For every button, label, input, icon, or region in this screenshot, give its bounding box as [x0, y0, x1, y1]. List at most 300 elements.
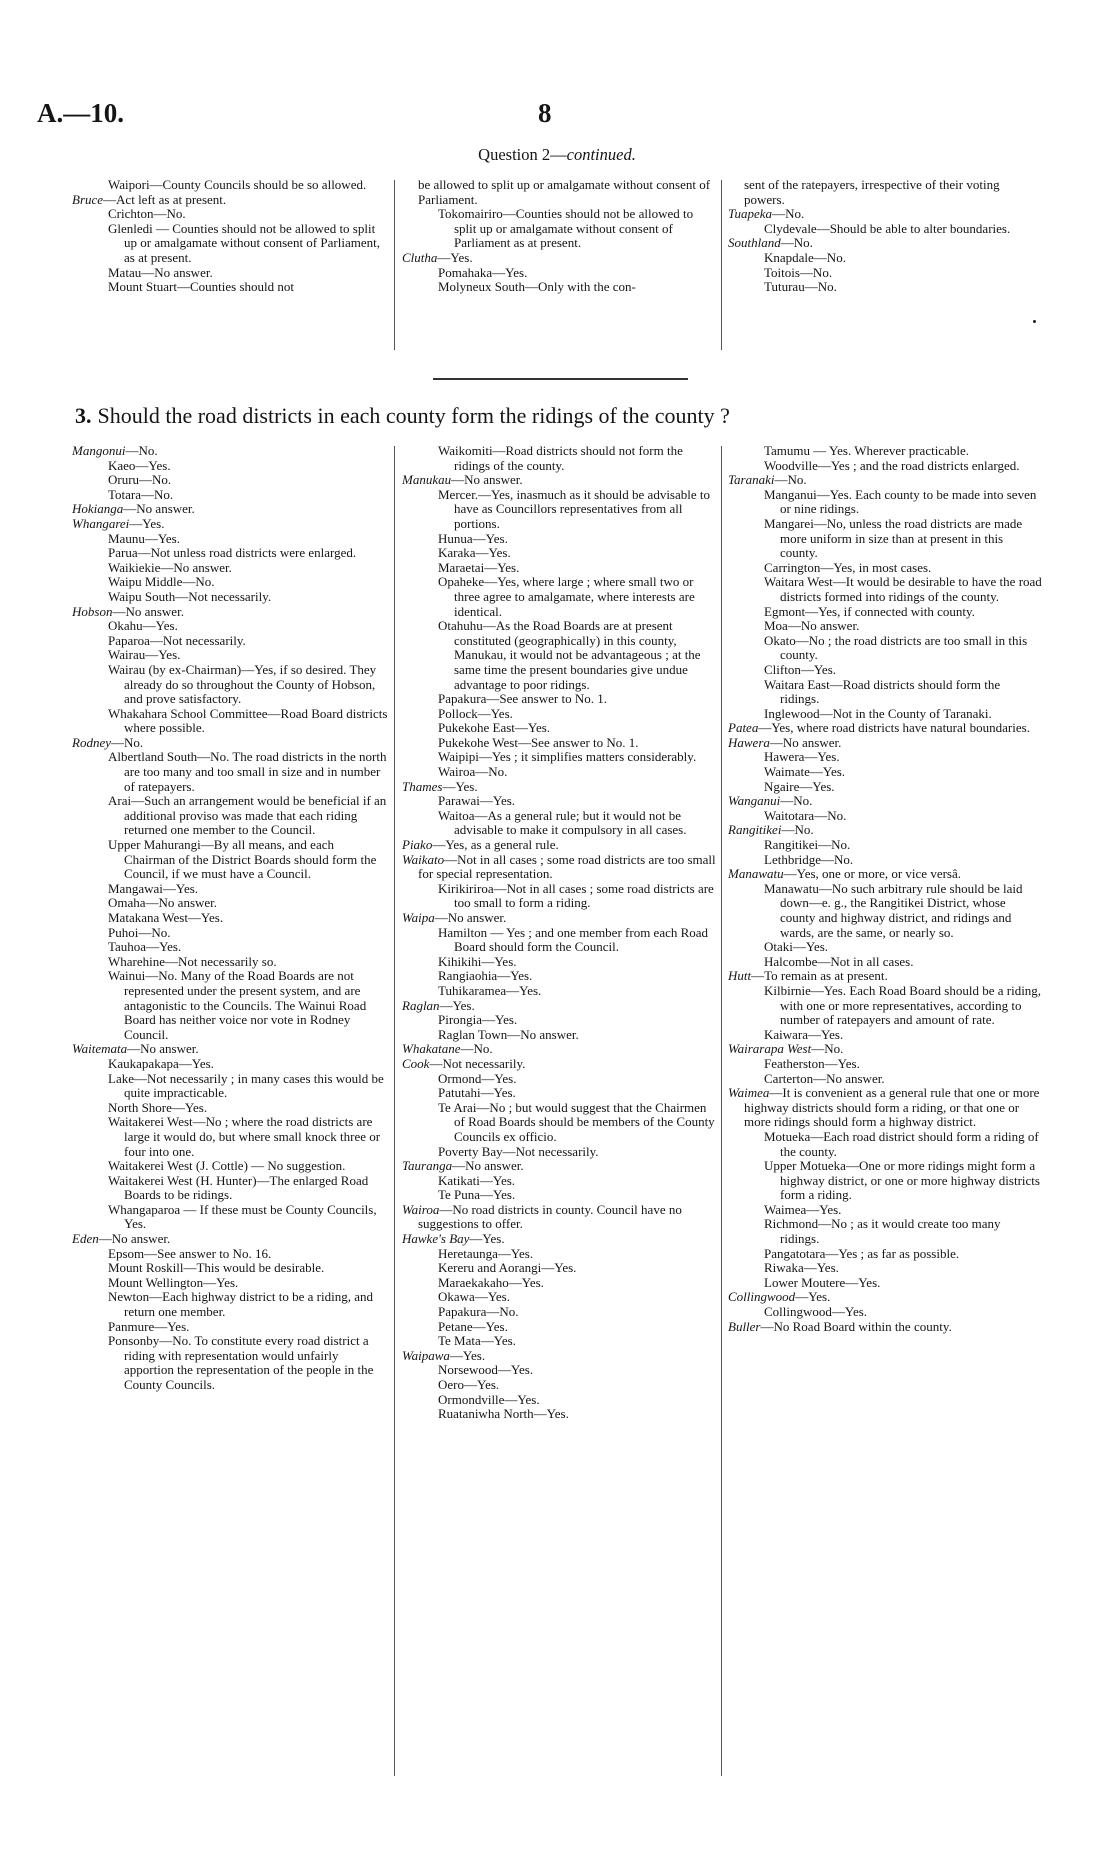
entry-text: Opaheke—Yes, where large ; where small two or three agree to amalgamate, where interests are identical.	[438, 574, 695, 619]
entry-text: Wairoa—No.	[438, 764, 508, 780]
county-entry	[402, 838, 716, 853]
county-entry	[402, 853, 716, 882]
entry-text: Epsom—See answer to No. 16.	[108, 1245, 272, 1261]
entry-text: Waitotara—No.	[764, 807, 847, 823]
entry-text: —Yes.	[449, 1347, 486, 1363]
county-entry	[728, 969, 1042, 984]
entry-text: —No answer.	[434, 910, 507, 925]
county-entry	[402, 1159, 716, 1174]
county-name: Cook	[402, 1055, 430, 1071]
district-entry	[402, 546, 716, 561]
district-entry	[402, 926, 716, 955]
district-entry	[72, 1276, 388, 1291]
entry-text: Clifton—Yes.	[764, 661, 837, 677]
entry-text: Ruataniwha North—Yes.	[438, 1406, 569, 1422]
district-entry	[728, 561, 1042, 576]
entry-text: Kihikihi—Yes.	[438, 953, 517, 969]
entry-text: Omaha—No answer.	[108, 895, 218, 911]
district-entry	[402, 955, 716, 970]
county-name: Rodney	[72, 734, 111, 750]
county-entry	[72, 502, 388, 517]
district-entry	[402, 809, 716, 838]
district-entry	[72, 178, 388, 193]
entry-text: Egmont—Yes, if connected with county.	[764, 603, 975, 619]
county-entry	[402, 1232, 716, 1247]
district-entry	[728, 780, 1042, 795]
entry-text: Puhoi—No.	[108, 924, 171, 940]
entry-text: Carterton—No answer.	[764, 1070, 885, 1086]
district-entry	[728, 882, 1042, 940]
entry-text: Norsewood—Yes.	[438, 1362, 534, 1378]
continued-entry	[402, 178, 716, 207]
district-entry	[402, 207, 716, 251]
entry-text: Moa—No answer.	[764, 618, 860, 634]
section-rule	[433, 378, 688, 380]
district-entry	[72, 1320, 388, 1335]
entry-text: Petane—Yes.	[438, 1318, 508, 1334]
district-entry	[728, 619, 1042, 634]
entry-text: Kaeo—Yes.	[108, 457, 171, 473]
district-entry	[728, 1247, 1042, 1262]
county-name: Clutha	[402, 249, 438, 265]
district-entry	[402, 1305, 716, 1320]
county-entry	[728, 236, 1042, 251]
district-entry	[402, 1363, 716, 1378]
county-name: Hutt	[728, 968, 752, 984]
entry-text: Riwaka—Yes.	[764, 1260, 839, 1276]
district-entry	[728, 750, 1042, 765]
entry-text: Maunu—Yes.	[108, 530, 180, 546]
district-entry	[72, 969, 388, 1042]
district-entry	[402, 1101, 716, 1145]
entry-text: Hamilton — Yes ; and one member from each Road Board should form the Council.	[438, 924, 709, 955]
entry-text: Poverty Bay—Not necessarily.	[438, 1143, 599, 1159]
entry-text: —No.	[811, 1041, 844, 1057]
entry-text: —Yes, one or more, or vice versâ.	[783, 866, 962, 882]
entry-text: Waitakerei West (J. Cottle) — No suggestion.	[108, 1158, 346, 1174]
county-entry	[72, 1042, 388, 1057]
district-entry	[728, 605, 1042, 620]
entry-text: Whakahara School Committee—Road Board districts where possible.	[108, 705, 388, 736]
district-entry	[72, 546, 388, 561]
entry-text: Kilbirnie—Yes. Each Road Board should be a riding, with one or more representatives, according to number of ratepayers and amount of rate.	[764, 982, 1042, 1028]
district-entry	[72, 634, 388, 649]
stray-dot	[1033, 320, 1036, 323]
entry-text: Totara—No.	[108, 486, 174, 502]
county-entry	[728, 867, 1042, 882]
district-entry	[728, 251, 1042, 266]
entry-text: Okato—No ; the road districts are too small in this county.	[764, 632, 1028, 663]
entry-text: Hawera—Yes.	[764, 749, 840, 765]
district-entry	[72, 1203, 388, 1232]
entry-text: sent of the ratepayers, irrespective of their voting powers.	[744, 177, 1000, 207]
district-entry	[72, 619, 388, 634]
entry-text: Kaukapakapa—Yes.	[108, 1055, 214, 1071]
district-entry	[402, 692, 716, 707]
q3-column-3	[728, 444, 1042, 1334]
district-entry	[402, 736, 716, 751]
district-entry	[72, 207, 388, 222]
entry-text: —No.	[460, 1041, 493, 1057]
entry-text: Mount Roskill—This would be desirable.	[108, 1260, 325, 1276]
entry-text: Tuturau—No.	[764, 279, 837, 295]
district-entry	[72, 707, 388, 736]
entry-text: Maraetai—Yes.	[438, 559, 520, 575]
county-entry	[728, 1086, 1042, 1130]
district-entry	[728, 838, 1042, 853]
district-entry	[728, 1072, 1042, 1087]
county-entry	[402, 1042, 716, 1057]
entry-text: Ngaire—Yes.	[764, 778, 835, 794]
entry-text: —Not necessarily.	[429, 1055, 526, 1071]
district-entry	[402, 532, 716, 547]
district-entry	[728, 984, 1042, 1028]
entry-text: —No.	[780, 793, 813, 809]
district-entry	[72, 266, 388, 281]
question-continued-heading	[0, 145, 1114, 165]
district-entry	[72, 882, 388, 897]
entry-text: Waitakerei West (H. Hunter)—The enlarged Road Boards to be ridings.	[108, 1172, 369, 1203]
district-entry	[402, 575, 716, 619]
entry-text: Panmure—Yes.	[108, 1318, 190, 1334]
county-name: Tauranga	[402, 1158, 453, 1174]
county-entry	[72, 605, 388, 620]
district-entry	[72, 648, 388, 663]
district-entry	[728, 1159, 1042, 1203]
entry-text: —No Road Board within the county.	[760, 1318, 952, 1334]
district-entry	[728, 459, 1042, 474]
entry-text: Carrington—Yes, in most cases.	[764, 559, 932, 575]
entry-text: Toitois—No.	[764, 264, 833, 280]
county-name: Waimea	[728, 1085, 770, 1101]
district-entry	[72, 940, 388, 955]
entry-text: —Not in all cases ; some road districts are too small for special representation.	[418, 851, 716, 882]
entry-text: Mount Stuart—Counties should not	[108, 279, 294, 295]
district-entry	[72, 590, 388, 605]
entry-text: Lake—Not necessarily ; in many cases this would be quite impracticable.	[108, 1070, 384, 1101]
district-entry	[402, 969, 716, 984]
district-entry	[72, 794, 388, 838]
county-name: Taranaki	[728, 472, 775, 488]
county-name: Rangitikei	[728, 822, 782, 838]
column-divider	[394, 180, 395, 350]
county-name: Manukau	[402, 472, 452, 488]
county-entry	[402, 1349, 716, 1364]
entry-text: Pollock—Yes.	[438, 705, 513, 721]
entry-text: —No.	[780, 235, 813, 251]
county-name: Mangonui	[72, 443, 126, 458]
district-entry	[72, 1290, 388, 1319]
district-entry	[402, 882, 716, 911]
entry-text: Otaki—Yes.	[764, 939, 829, 955]
entry-text: Manganui—Yes. Each county to be made into seven or nine ridings.	[764, 486, 1037, 517]
entry-text: Richmond—No ; as it would create too many ridings.	[764, 1216, 1001, 1247]
entry-text: Oruru—No.	[108, 472, 172, 488]
county-entry	[728, 721, 1042, 736]
continued-label: continued.	[566, 145, 636, 164]
district-entry	[72, 473, 388, 488]
district-entry	[402, 1028, 716, 1043]
district-entry	[402, 1145, 716, 1160]
district-entry	[72, 1334, 388, 1392]
entry-text: Pirongia—Yes.	[438, 1012, 518, 1028]
entry-text: Mangarei—No, unless the road districts are made more uniform in size than at present in this county.	[764, 515, 1023, 561]
district-entry	[728, 634, 1042, 663]
district-entry	[402, 765, 716, 780]
entry-text: —No answer.	[127, 1041, 199, 1057]
entry-text: Mount Wellington—Yes.	[108, 1274, 239, 1290]
entry-text: —Yes, as a general rule.	[432, 837, 559, 853]
entry-text: Pomahaka—Yes.	[438, 264, 528, 280]
district-entry	[402, 1188, 716, 1203]
county-name: Southland	[728, 235, 781, 251]
district-entry	[72, 1261, 388, 1276]
entry-text: Te Puna—Yes.	[438, 1187, 516, 1203]
district-entry	[402, 1407, 716, 1422]
county-entry	[402, 780, 716, 795]
district-entry	[728, 517, 1042, 561]
entry-text: —No answer.	[98, 1231, 171, 1247]
entry-text: —No answer.	[769, 734, 842, 750]
entry-text: Waikomiti—Road districts should not form the ridings of the county.	[438, 443, 683, 473]
entry-text: Kirikiriroa—Not in all cases ; some road districts are too small to form a riding.	[438, 880, 714, 911]
county-entry	[72, 1232, 388, 1247]
county-entry	[728, 207, 1042, 222]
district-entry	[728, 678, 1042, 707]
document-reference: A.—10.	[37, 98, 124, 128]
district-entry	[72, 750, 388, 794]
entry-text: Newton—Each highway district to be a riding, and return one member.	[108, 1289, 373, 1320]
district-entry	[728, 1305, 1042, 1320]
district-entry	[72, 926, 388, 941]
entry-text: Parawai—Yes.	[438, 793, 516, 809]
district-entry	[72, 1057, 388, 1072]
county-name: Waikato	[402, 851, 445, 867]
entry-text: Rangiaohia—Yes.	[438, 968, 533, 984]
entry-text: Katikati—Yes.	[438, 1172, 516, 1188]
entry-text: Otahuhu—As the Road Boards are at present constituted (geographically) in this county, Manukau, it would not be advantageous ; at the same time the present boundaries give undue advantage to poor ridings.	[438, 618, 701, 692]
entry-text: Waitoa—As a general rule; but it would not be advisable to make it compulsory in all cases.	[438, 807, 687, 838]
entry-text: Kaiwara—Yes.	[764, 1026, 844, 1042]
entry-text: —No.	[110, 734, 144, 750]
district-entry	[728, 488, 1042, 517]
county-name: Bruce	[72, 191, 104, 207]
entry-text: Upper Mahurangi—By all means, and each Chairman of the District Boards should form the Council, if we must have a Council.	[108, 837, 377, 882]
district-entry	[402, 1013, 716, 1028]
column-divider	[721, 180, 722, 350]
entry-text: —No answer.	[452, 1158, 524, 1174]
district-entry	[402, 619, 716, 692]
question-3-heading	[75, 403, 730, 429]
district-entry	[728, 1261, 1042, 1276]
county-entry	[72, 444, 388, 459]
county-name: Hobson	[72, 603, 113, 619]
entry-text: Kereru and Aorangi—Yes.	[438, 1260, 577, 1276]
entry-text: Manawatu—No such arbitrary rule should be laid down—e. g., the Rangitikei District, whose county and highway district, and ridings and wards, are the same, or nearly so.	[764, 880, 1023, 940]
county-name: Eden	[72, 1231, 99, 1247]
q3-column-1	[72, 444, 388, 1393]
entry-text: Albertland South—No. The road districts in the north are too many and too small in size and in number of ratepayers.	[108, 749, 387, 794]
county-entry	[728, 823, 1042, 838]
entry-text: Tokomairiro—Counties should not be allowed to split up or amalgamate without consent of Parliament as at present.	[438, 206, 694, 251]
entry-text: Te Mata—Yes.	[438, 1333, 516, 1349]
entry-text: Lethbridge—No.	[764, 851, 854, 867]
entry-text: —Yes.	[795, 1289, 831, 1305]
district-entry	[402, 721, 716, 736]
entry-text: Waipipi—Yes ; it simplifies matters considerably.	[438, 749, 697, 765]
district-entry	[728, 955, 1042, 970]
entry-text: Clydevale—Should be able to alter boundaries.	[764, 220, 1011, 236]
entry-text: —No answer.	[451, 472, 523, 488]
entry-text: Tauhoa—Yes.	[108, 939, 182, 955]
entry-text: Wairau—Yes.	[108, 647, 181, 663]
county-name: Patea	[728, 720, 759, 736]
entry-text: Maraekakaho—Yes.	[438, 1274, 544, 1290]
entry-text: Oero—Yes.	[438, 1377, 500, 1392]
district-entry	[728, 940, 1042, 955]
column-divider	[721, 446, 722, 1776]
entry-text: —No answer.	[112, 603, 184, 619]
entry-text: Arai—Such an arrangement would be beneficial if an additional proviso was made that each riding returned one member to the Council.	[108, 793, 387, 838]
county-entry	[402, 999, 716, 1014]
county-name: Tuapeka	[728, 206, 773, 222]
entry-text: Wainui—No. Many of the Road Boards are not represented under the present system, and are antagonistic to the Councils. The Wainui Road Board has neither voice nor vote in Rodney Council.	[108, 968, 367, 1042]
entry-text: —No.	[781, 822, 814, 838]
question-number: 3.	[75, 403, 92, 428]
district-entry	[402, 794, 716, 809]
entry-text: Okawa—Yes.	[438, 1289, 510, 1305]
entry-text: Pukekohe East—Yes.	[438, 720, 551, 736]
district-entry	[72, 459, 388, 474]
district-entry	[402, 266, 716, 281]
district-entry	[72, 1072, 388, 1101]
county-entry	[402, 251, 716, 266]
county-entry	[402, 1203, 716, 1232]
district-entry	[72, 1247, 388, 1262]
entry-text: Waipori—County Councils should be so allowed.	[108, 177, 367, 192]
district-entry	[72, 222, 388, 266]
page-number: 8	[538, 98, 552, 128]
entry-text: Tamumu — Yes. Wherever practicable.	[764, 443, 969, 458]
county-name: Waipa	[402, 910, 435, 925]
district-entry	[402, 1072, 716, 1087]
district-entry	[72, 663, 388, 707]
county-name: Buller	[728, 1318, 761, 1334]
district-entry	[402, 707, 716, 722]
district-entry	[728, 222, 1042, 237]
district-entry	[728, 809, 1042, 824]
entry-text: Featherston—Yes.	[764, 1055, 860, 1071]
entry-text: —Yes.	[439, 997, 475, 1013]
entry-text: —No.	[774, 472, 807, 488]
county-name: Waipawa	[402, 1347, 450, 1363]
district-entry	[72, 575, 388, 590]
entry-text: Ponsonby—No. To constitute every road district a riding with representation would unfairly apportion the representation of the people in the County Councils.	[108, 1333, 374, 1392]
entry-text: Pangatotara—Yes ; as far as possible.	[764, 1245, 960, 1261]
district-entry	[72, 488, 388, 503]
entry-text: Te Arai—No ; but would suggest that the Chairmen of Road Boards should be members of the County Councils ex officio.	[438, 1099, 715, 1144]
entry-text: Whangaparoa — If these must be County Councils, Yes.	[108, 1201, 377, 1232]
district-entry	[402, 1086, 716, 1101]
entry-text: Halcombe—Not in all cases.	[764, 953, 914, 969]
continued-entry	[728, 178, 1042, 207]
column-divider	[394, 446, 395, 1776]
entry-text: Karaka—Yes.	[438, 545, 511, 561]
county-name: Collingwood	[728, 1289, 796, 1305]
district-entry	[402, 1378, 716, 1393]
district-entry	[728, 663, 1042, 678]
county-entry	[728, 1290, 1042, 1305]
county-entry	[728, 736, 1042, 751]
entry-text: Waitara West—It would be desirable to have the road districts formed into ridings of the county.	[764, 574, 1042, 604]
county-name: Raglan	[402, 997, 440, 1013]
entry-text: Inglewood—Not in the County of Taranaki.	[764, 705, 992, 721]
district-entry	[402, 1320, 716, 1335]
district-entry	[72, 1174, 388, 1203]
entry-text: Parua—Not unless road districts were enlarged.	[108, 545, 357, 561]
county-entry	[728, 794, 1042, 809]
entry-text: —Yes.	[469, 1231, 505, 1247]
entry-text: Motueka—Each road district should form a riding of the county.	[764, 1128, 1039, 1159]
district-entry	[728, 444, 1042, 459]
county-name: Whakatane	[402, 1041, 461, 1057]
district-entry	[728, 765, 1042, 780]
entry-text: Paparoa—Not necessarily.	[108, 632, 246, 648]
county-name: Manawatu	[728, 866, 784, 882]
entry-text: Wharehine—Not necessarily so.	[108, 953, 277, 969]
entry-text: Waitakerei West—No ; where the road districts are large it would do, but where small knock three or four into one.	[108, 1114, 381, 1159]
district-entry	[402, 750, 716, 765]
district-entry	[402, 561, 716, 576]
entry-text: —To remain as at present.	[751, 968, 888, 984]
q2-column-1	[72, 178, 388, 295]
entry-text: —No answer.	[123, 501, 195, 517]
county-entry	[728, 1042, 1042, 1057]
question-title: Should the road districts in each county form the ridings of the county ?	[97, 403, 730, 428]
entry-text: Lower Moutere—Yes.	[764, 1274, 881, 1290]
entry-text: —Yes, where road districts have natural boundaries.	[758, 720, 1030, 736]
county-entry	[402, 1057, 716, 1072]
district-entry	[728, 1203, 1042, 1218]
county-entry	[728, 1320, 1042, 1335]
entry-text: —It is convenient as a general rule that one or more highway districts should form a riding, or that one or more ridings should form a highway district.	[744, 1085, 1040, 1130]
county-name: Hokianga	[72, 501, 124, 517]
entry-text: Knapdale—No.	[764, 249, 846, 265]
entry-text: Waitara East—Road districts should form the ridings.	[764, 676, 1001, 707]
county-entry	[72, 193, 388, 208]
entry-text: Molyneux South—Only with the con-	[438, 279, 636, 295]
district-entry	[728, 266, 1042, 281]
entry-text: Raglan Town—No answer.	[438, 1026, 579, 1042]
county-name: Wairarapa West	[728, 1041, 812, 1057]
entry-text: —No.	[125, 443, 158, 458]
entry-text: Matakana West—Yes.	[108, 910, 224, 925]
county-entry	[402, 473, 716, 488]
district-entry	[728, 1276, 1042, 1291]
entry-text: Papakura—No.	[438, 1304, 519, 1320]
district-entry	[72, 838, 388, 882]
district-entry	[728, 280, 1042, 295]
entry-text: Collingwood—Yes.	[764, 1304, 868, 1320]
entry-text: Mercer.—Yes, inasmuch as it should be advisable to have as Councillors representatives from all portions.	[438, 486, 710, 531]
entry-text: Hunua—Yes.	[438, 530, 508, 546]
q2-column-3	[728, 178, 1042, 295]
district-entry	[402, 444, 716, 473]
county-entry	[72, 517, 388, 532]
entry-text: Heretaunga—Yes.	[438, 1245, 534, 1261]
entry-text: Matau—No answer.	[108, 264, 213, 280]
district-entry	[728, 707, 1042, 722]
